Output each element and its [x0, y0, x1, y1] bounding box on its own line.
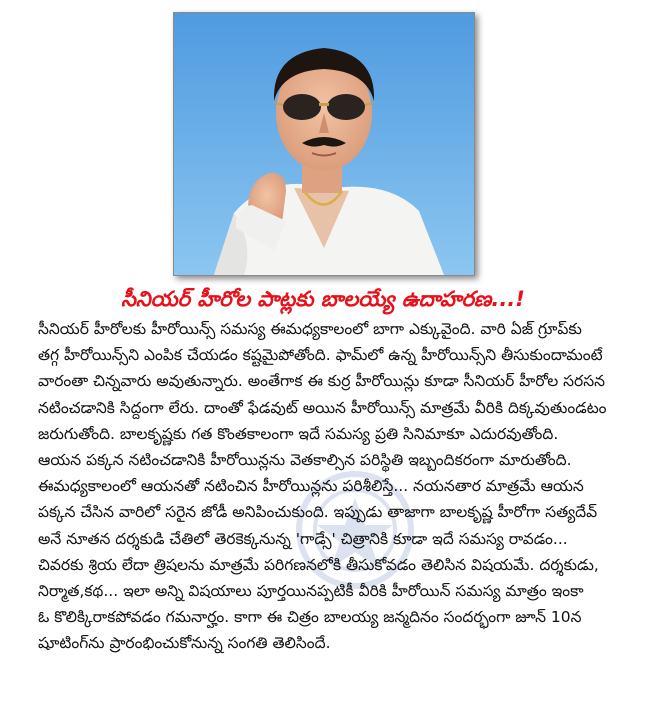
- article-line: షూటింగ్‌ను ప్రారంభించుకోనున్న సంగతి తెలిసిందే.: [38, 634, 331, 653]
- article-line: పక్కన చేసిన వారిలో సరైన జోడీ అనిపించుకుంది. ఇప్పుడు తాజాగా బాలకృష్ణ హీరోగా సత్యదేవ్: [38, 503, 598, 522]
- article-line: ఆయన పక్కన నటించడానికి హీరోయిన్లను వెతకాల్సిన పరిస్థితి ఇబ్బందికరంగా మారుతోంది.: [38, 451, 572, 470]
- article-line: జరుగుతోంది. బాలకృష్ణకు గత కొంతకాలంగా ఇదే సమస్య ప్రతి సినిమాకూ ఎదురవుతోంది.: [38, 424, 559, 443]
- article-line: అనే నూతన దర్శకుడి చేతిలో తెరకెక్కనున్న 'గాడ్సే' చిత్రానికి కూడా ఇదే సమస్య రావడం...: [38, 529, 568, 548]
- article-line: ఓ కొలిక్కిరాకపోవడం గమనార్హం. కాగా ఈ చిత్రం బాలయ్య జన్మదినం సందర్భంగా జూన్ 10న: [38, 608, 582, 627]
- article-line: సీనియర్ హీరోలకు హీరోయిన్స్ సమస్య ఈమధ్యకాలంలో బాగా ఎక్కువైంది. వారి ఏజ్ గ్రూప్‌కు: [38, 320, 582, 338]
- article-line: చివరకు శ్రియ లేదా త్రిషలను మాత్రమే పరిగణనలోకి తీసుకోవడం తెలిసిన విషయమే. దర్శకుడు,: [38, 555, 599, 574]
- article-line: వారంతా చిన్నవారు అవుతున్నారు. అంతేగాక ఈ కుర్ర హీరోయిన్లు కూడా సీనియర్ హీరోల సరసన: [38, 372, 605, 391]
- article-line: తగ్గ హీరోయిన్స్‌ని ఎంపిక చేయడం కష్టమైపోతోంది. ఫామ్‌లో ఉన్న హీరోయిన్స్‌ని తీసుకుందామంటే: [38, 346, 603, 365]
- article-line: ఈమధ్యకాలంలో ఆయనతో నటించిన హీరోయిన్లను పరిశీలిస్తే... నయనతార మాత్రమే ఆయన: [38, 477, 584, 496]
- article-line: నిర్మాత,కథ... ఇలా అన్ని విషయాలు పూర్తయినప్పటికీ వీరికి హీరోయిన్ సమస్య మాత్రం ఇంకా: [38, 582, 584, 601]
- article-line: నటించడానికి సిద్దంగా లేరు. దాంతో ఫేడవుట్ అయిన హీరోయిన్స్ మాత్రమే వీరికి దిక్కవుతుండటం: [38, 398, 607, 417]
- article-headline: సీనియర్ హీరోల పాట్లకు బాలయ్యే ఉదాహరణ...!: [121, 287, 525, 311]
- article-body: [38, 316, 636, 657]
- actor-portrait-illustration: [174, 13, 474, 275]
- article-photo: [173, 12, 475, 276]
